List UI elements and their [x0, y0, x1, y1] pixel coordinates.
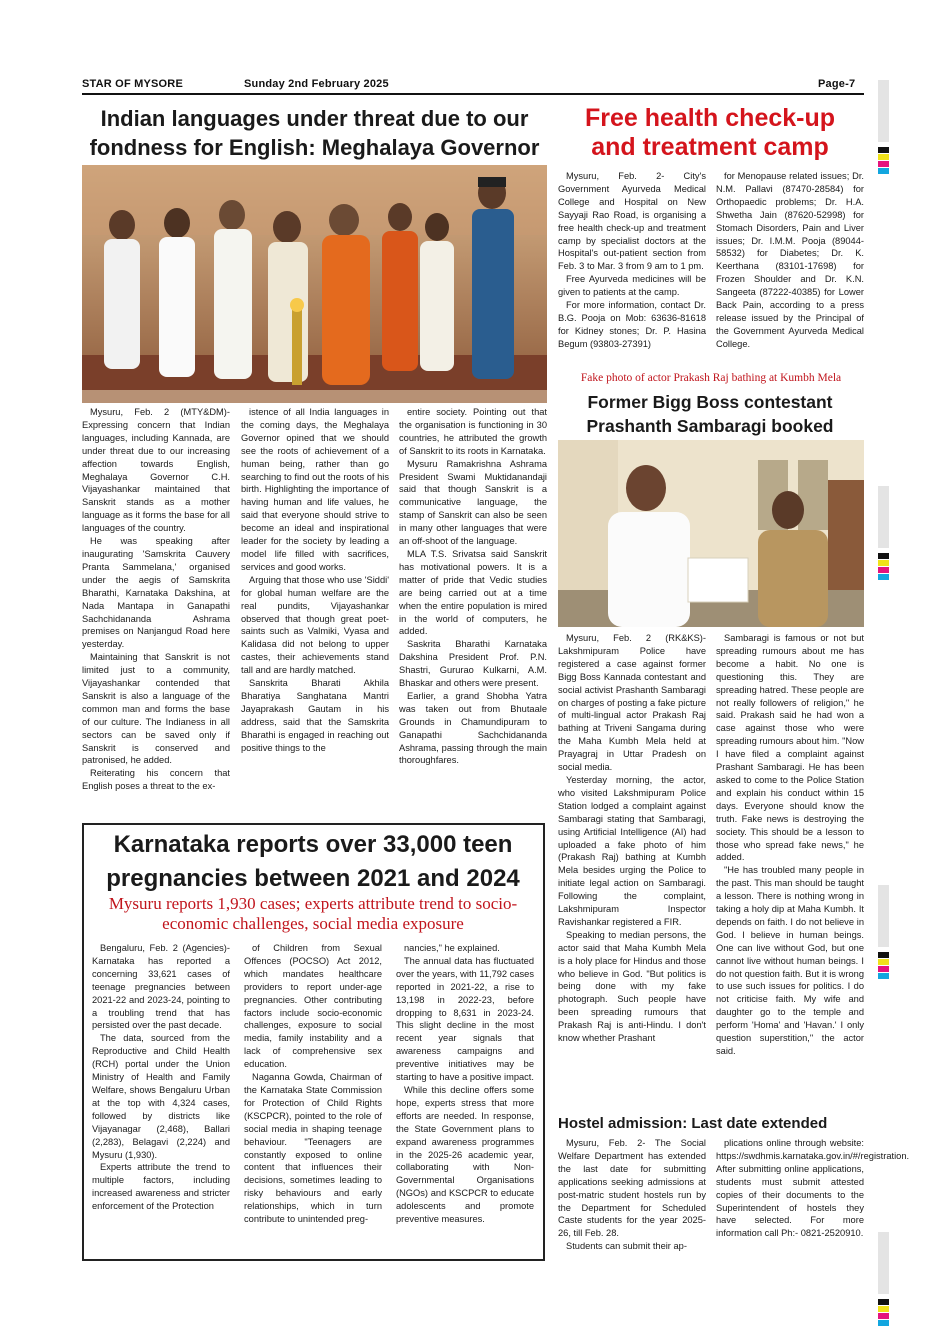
teen-headline — [86, 828, 540, 896]
paragraph: plications online through website: https://swdhmis.karnataka.gov.in/#/registration. After submitting online applications, students must submit attested copies of their documents to the Superintendent of hostels they have selected. For more information call Ph:- 0821-2520910. — [716, 1138, 910, 1239]
print-swatch-black — [878, 553, 889, 559]
paragraph: Earlier, a grand Shobha Yatra was taken out from Bhutaale Grounds in Chamundipuram to Ganapathi Sachchidananda Ashrama, passing through the main thoroughfares. — [399, 690, 547, 766]
governor-column-1 — [82, 406, 230, 793]
issue-date: Sunday 2nd February 2025 — [244, 78, 389, 90]
paragraph: istence of all India languages in the coming days, the Meghalaya Governor opined that we should see the roots of achievement of a human being, rather than go searching to find out the roots of his birth. Highlighting the importance of having human and life values, he said that everyone should strive to become an ideal and inspirational leader for the society by leading a model life filled with sacrifices, services and good works. — [241, 407, 389, 572]
bigboss-kicker: Fake photo of actor Prakash Raj bathing at Kumbh Mela — [580, 372, 842, 384]
ceremony-photo-icon — [82, 165, 547, 403]
print-swatch-black — [878, 1299, 889, 1305]
paragraph: Sanskrita Bharati Akhila Bharatiya Sanghatana Mantri Jayaprakash Gautam in his address, said that the Samskrita Bharathi is engaged in reaching out positive things to the — [241, 678, 389, 753]
bigboss-headline — [556, 390, 864, 438]
print-gray-bar — [878, 885, 889, 947]
paragraph: Mysuru, Feb. 2 (RK&KS)- Lakshmipuram Police have registered a case against former Bigg Boss Kannada contestant and social activist Prashanth Sambaragi on charges of posting a fake picture of multi-lingual actor Prakash Raj bathing at Triveni Sangama during the Maha Kumbh Mela held at Prayagraj in Uttar Pradesh on social media. — [558, 633, 706, 773]
paragraph: MLA T.S. Srivatsa said Sanskrit has motivational powers. It is a matter of pride that Vedic studies are being carried out at a time when the entire population is mired in the world of computers, he added. — [399, 548, 547, 637]
paragraph: entire society. Pointing out that the organisation is functioning in 30 countries, he attributed the growth of Sanskrit to its roots in Karnataka. — [399, 407, 547, 456]
print-swatch-cyan — [878, 973, 889, 979]
ceremony-photo — [82, 165, 547, 403]
hostel-headline: Hostel admission: Last date extended — [558, 1115, 828, 1132]
police-station-photo-icon — [558, 440, 864, 627]
police-station-photo — [558, 440, 864, 627]
paragraph: Mysuru Ramakrishna Ashrama President Swami Muktidanandaji said that though Sanskrit is a communicative language, the stamp of Sanskrit can also be seen in many other languages that were an off-shoot of the language. — [399, 458, 547, 547]
health-camp-column-1 — [558, 170, 706, 351]
paragraph: Arguing that those who use 'Siddi' for global human welfare are the real pundits, Vijayashankar observed that though great poet-saints such as Valmiki, Vyasa and Kalidasa did not belong to upper castes, their achievements stand tall and are hardly matched. — [241, 574, 389, 676]
paragraph: nancies," he explained. — [404, 943, 500, 953]
print-swatch-magenta — [878, 1313, 889, 1319]
paragraph: "He has troubled many people in the past. This man should be taught a lesson. There is nothing wrong in taking a holy dip at Maha Kumbh. It depends on faith. I do not believe in God. I believe in human beings. One can live without God, but one cannot live without human beings. I do not question faith. But it is wrong to use such issues for politics. I do not criticise faith. My wife and daughter go to the temple and perform 'Homa' and 'Havan.' I only question superstition," the actor said. — [716, 865, 864, 1056]
paragraph: Sambaragi is famous or not but spreading rumours about me has become a habit. No one is questioning this. They are spreading hatred. These people are not really followers of religion," he said. Prakash said he had won a case against those who were spreading rumours about him. "Now I have filed a complaint against Prashant Sambaragi. He has been asked to come to the Police Station and explain his conduct within 15 days. Everyone should know the truth. Fake news is destroying the society. This should be a lesson to those who spread fake news," he added. — [716, 633, 864, 863]
teen-column-3 — [396, 942, 534, 1226]
hostel-column-2 — [716, 1137, 910, 1240]
paragraph: for Menopause related issues; Dr. N.M. Pallavi (87470-28584) for Orthopaedic problems; Dr. H.A. Shwetha Jain (87620-52998) for Stomach Disorders, Pain and Liver issues; Dr. I.M.M. Pooja (89044-58532) for Diabetes; Dr. K. Keerthana (83101-17698) for Frozen Shoulder and Dr. K.N. Sangeeta (87222-40385) for Lower Back Pain, according to a press release issued by the Principal of the Government Ayurveda Medical College. — [716, 171, 864, 349]
paragraph: Mysuru, Feb. 2- The Social Welfare Department has extended the last date for submitting applications seeking admissions at post-matric student hostels run by the Department for Scheduled Caste students for the year 2025-26, till Feb. 28. — [558, 1138, 706, 1239]
paper-name: STAR OF MYSORE — [82, 78, 183, 90]
health-camp-headline-line1: Free health check-up — [584, 104, 836, 132]
health-camp-headline — [556, 104, 864, 162]
paragraph: Speaking to median persons, the actor said that Maha Kumbh Mela is a holy place for Hindus and those who believe in God. "But politics is being done with my fake photograph. Such people have been spreading rumours that Prakash Raj is anti-Hindu. I don't know whether Prashant — [558, 929, 706, 1044]
governor-column-3 — [399, 406, 547, 767]
teen-column-2 — [244, 942, 382, 1226]
print-swatch-yellow — [878, 154, 889, 160]
print-gray-bar — [878, 486, 889, 548]
teen-headline-line2: pregnancies between 2021 and 2024 — [106, 865, 520, 892]
paragraph: While this decline offers some hope, experts stress that more efforts are needed. In response, the State Government plans to expand awareness programmes in the 2025-26 academic year, collaborating with Non-Governmental Organisations (NGOs) and KSCPCR to educate adolescents and promote preventive measures. — [396, 1084, 534, 1225]
paragraph: Mysuru, Feb. 2 (MTY&DM)- Expressing concern that Indian languages, including Kannada, are under threat due to our increasing affection towards English, Meghalaya Governor C.H. Vijayashankar maintained that Sanskrit stands as a mother language as it forms the base for all languages of the country. — [82, 407, 230, 534]
header-divider — [82, 93, 864, 95]
paragraph: He was speaking after inaugurating 'Samskrita Cauvery Pranta Sammelana,' organised under the aegis of Samskrita Bharathi, Karnataka Dakshina, at Nada Mantapa in Ganapathi Sachchidananda Ashrama premises on Nanjangud Road here yesterday. — [82, 536, 230, 650]
paragraph: Naganna Gowda, Chairman of the Karnataka State Commission for Protection of Child Rights (KSCPCR), pointed to the role of social media in shaping teenage behaviour. "Teenagers are constantly exposed to online content that influences their decisions, sometimes leading to risky behaviours and early relationships, which in turn contribute to unintended preg- — [244, 1072, 382, 1225]
paragraph: Students can submit their ap- — [566, 1241, 687, 1252]
paragraph: The data, sourced from the Reproductive and Child Health (RCH) portal under the Union Ministry of Health and Family Welfare, shows Bengaluru Urban at the top with 4,324 cases, followed by districts like Vijayanagar (2,468), Ballari (2,283), Belagavi (2,224) and Mysuru (1,930). — [92, 1033, 230, 1160]
teen-headline-line1: Karnataka reports over 33,000 teen — [113, 831, 513, 858]
paragraph: Mysuru, Feb. 2- City's Government Ayurveda Medical College and Hospital on New Sayyaji Rao Road, is organising a free health check-up and treatment camp by specialist doctors at the Hospital's out-patient section from Feb. 3 to Mar. 3 from 9 am to 1 pm. — [558, 171, 706, 272]
hostel-column-1 — [558, 1137, 706, 1253]
paragraph: Reiterating his concern that English poses a threat to the ex- — [82, 768, 230, 792]
governor-column-2 — [241, 406, 389, 754]
health-camp-headline-line2: and treatment camp — [591, 133, 829, 161]
bigboss-headline-line2: Prashanth Sambaragi booked — [586, 416, 834, 436]
print-swatch-yellow — [878, 560, 889, 566]
print-swatch-yellow — [878, 1306, 889, 1312]
paragraph: Experts attribute the trend to multiple factors, including increased awareness and stricter enforcement of the Protection — [92, 1162, 230, 1212]
paragraph: Yesterday morning, the actor, who visited Lakshmipuram Police Station lodged a complaint against Sambaragi stating that Sambaragi, using Artificial Intelligence (AI) had uploaded a fake photo of him (Prakash Raj) bathing at Kumbh Mela besides urging the Police to initiate legal action on Sambaragi. Following the complaint, Lakshmipuram Inspector Ravishankar registered a FIR. — [558, 774, 706, 927]
paragraph: Bengaluru, Feb. 2 (Agencies)- Karnataka has reported a concerning 33,621 cases of teenage pregnancies between 2021-22 and 2023-24, pointing to a troubling trend that has persisted over the past decade. — [92, 943, 230, 1031]
print-gray-bar — [878, 1232, 889, 1294]
paragraph: The annual data has fluctuated over the years, with 11,792 cases reported in 2021-22, a rise to 13,198 in 2022-23, before dropping to 8,631 in 2023-24. This slight decline in the most recent year signals that awareness campaigns and preventive initiatives may be starting to have a positive impact. — [396, 955, 534, 1083]
governor-headline-line1: Indian languages under threat due to our — [100, 106, 529, 131]
bigboss-column-2 — [716, 632, 864, 1058]
print-swatch-magenta — [878, 567, 889, 573]
governor-headline — [82, 104, 547, 162]
print-swatch-magenta — [878, 966, 889, 972]
print-swatch-cyan — [878, 1320, 889, 1326]
governor-headline-line2: fondness for English: Meghalaya Governor — [89, 135, 540, 160]
paragraph: Maintaining that Sanskrit is not limited just to a community, Vijayashankar contended that Sanskrit is also a language of the common man and forms the base of our culture. The Indianess in all sectors can be saved only if Sanskrit is conserved and patronised, he added. — [82, 652, 230, 766]
health-camp-column-2 — [716, 170, 864, 351]
print-gray-bar — [878, 80, 889, 142]
print-swatch-black — [878, 147, 889, 153]
bigboss-headline-line1: Former Bigg Boss contestant — [587, 392, 833, 412]
paragraph: Free Ayurveda medicines will be given to patients at the camp. — [558, 274, 706, 298]
print-swatch-cyan — [878, 574, 889, 580]
print-swatch-magenta — [878, 161, 889, 167]
print-swatch-yellow — [878, 959, 889, 965]
print-swatch-black — [878, 952, 889, 958]
teen-subheadline: Mysuru reports 1,930 cases; experts attribute trend to socio-economic challenges, social media exposure — [108, 894, 518, 933]
print-swatch-cyan — [878, 168, 889, 174]
page-number: Page-7 — [818, 78, 856, 90]
paragraph: of Children from Sexual Offences (POCSO) Act 2012, which mandates healthcare providers to report under-age pregnancies. Other contributing factors include socio-economic challenges, exposure to social media, family instability and a lack of comprehensive sex education. — [244, 943, 382, 1070]
bigboss-column-1 — [558, 632, 706, 1045]
paragraph: For more information, contact Dr. B.G. Pooja on Mob: 63636-81618 for Kidney stones; Dr. P. Hasina Begum (93803-27391) — [558, 300, 706, 349]
paragraph: Saskrita Bharathi Karnataka Dakshina President Prof. P.N. Shastri, Gururao Kulkarni, A.M. Bhaskar and others were present. — [399, 639, 547, 689]
teen-column-1 — [92, 942, 230, 1213]
